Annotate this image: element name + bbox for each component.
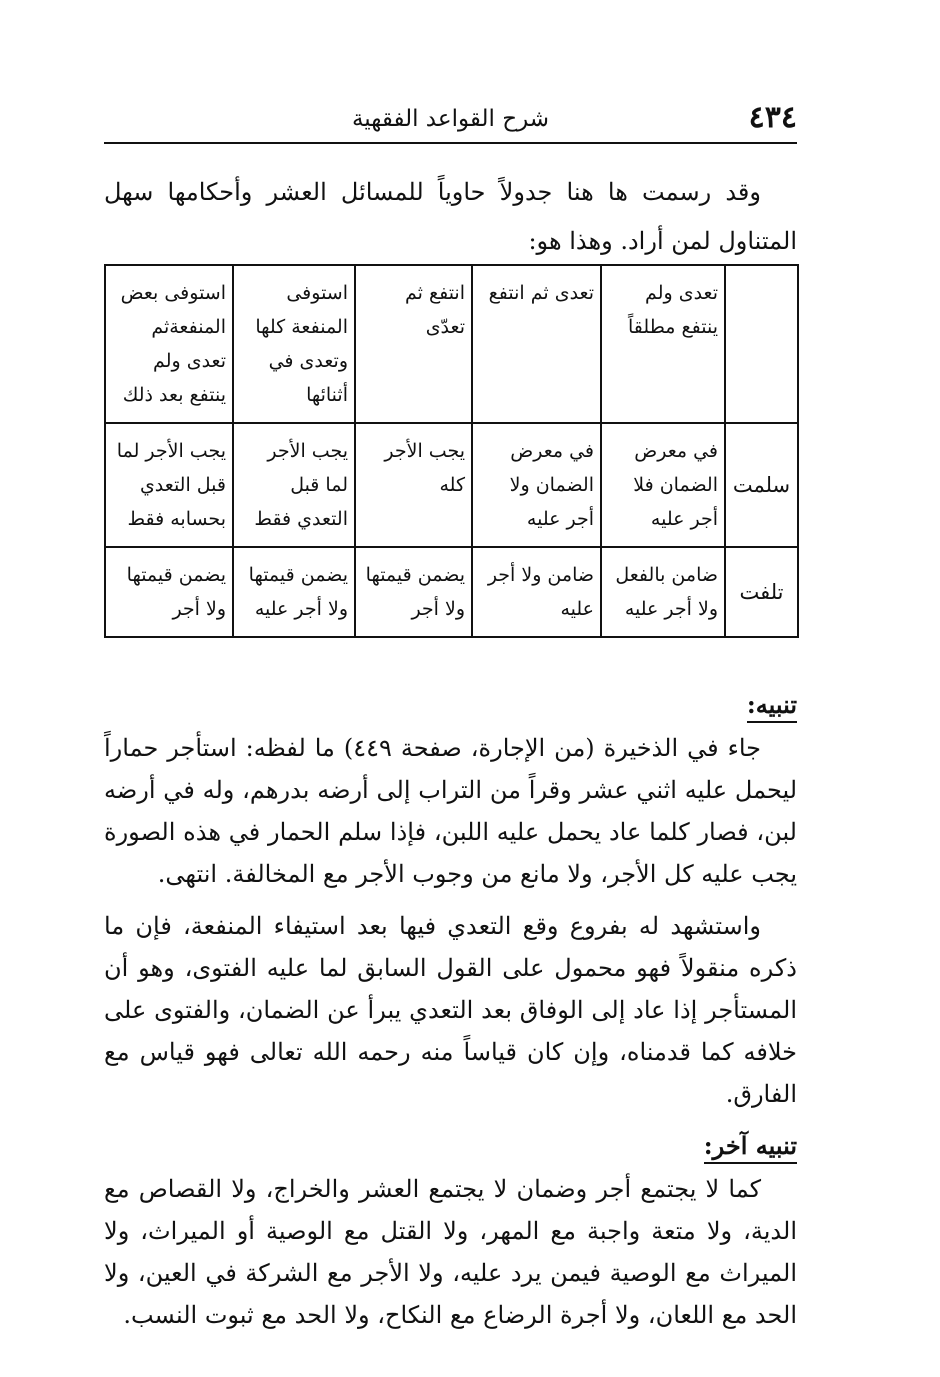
table-cell: في معرض الضمان ولا أجر عليه xyxy=(472,423,601,547)
table-cell: يجب الأجر كله xyxy=(355,423,472,547)
table-corner-cell xyxy=(725,265,798,423)
column-header: تعدى ثم انتفع xyxy=(472,265,601,423)
table-cell: يضمن قيمتها ولا أجر عليه xyxy=(233,547,355,637)
table-cell: يضمن قيمتها ولا أجر xyxy=(355,547,472,637)
second-note-paragraph: كما لا يجتمع أجر وضمان لا يجتمع العشر والخراج، ولا القصاص مع الدية، ولا متعة واجبة مع المهر، ولا القتل مع الوصية أو الميراث، ولا الميراث مع الوصية فيمن يرد عليه، ولا الأجر مع الشركة في العين، ولا الحد مع اللعان، ولا أجرة الرضاع مع النكاح، ولا الحد مع ثبوت النسب. xyxy=(104,1175,797,1329)
intro-paragraph xyxy=(104,168,797,266)
column-header: تعدى ولم ينتفع مطلقاً xyxy=(601,265,725,423)
column-header: استوفى بعض المنفعةثم تعدى ولم ينتفع بعد ذلك xyxy=(105,265,233,423)
table-cell: ضامن ولا أجر عليه xyxy=(472,547,601,637)
page-header xyxy=(104,98,797,144)
intro-text: وقد رسمت ها هنا جدولاً حاوياً للمسائل العشر وأحكامها سهل المتناول لمن أراد. وهذا هو: xyxy=(104,178,797,255)
column-header: انتفع ثم تعدّى xyxy=(355,265,472,423)
running-title: شرح القواعد الفقهية xyxy=(351,106,550,132)
table-cell: يجب الأجر لما قبل التعدي بحسابه فقط xyxy=(105,423,233,547)
note-paragraph: واستشهد له بفروع وقع التعدي فيها بعد استيفاء المنفعة، فإن ما ذكره منقولاً فهو محمول على القول السابق لما عليه الفتوى، وهو أن المستأجر إذا عاد إلى الوفاق بعد التعدي يبرأ عن الضمان، والفتوى على خلافه كما قدمناه، وإن كان قياساً منه رحمه الله تعالى فهو قياس مع الفارق. xyxy=(104,912,797,1108)
row-label: سلمت xyxy=(725,423,798,547)
table-row xyxy=(105,423,798,547)
column-header: استوفى المنفعة كلها وتعدى في أثنائها xyxy=(233,265,355,423)
note-heading: تنبيه: xyxy=(747,689,797,723)
second-note-heading: تنبيه آخر: xyxy=(704,1130,797,1164)
table-cell: يضمن قيمتها ولا أجر xyxy=(105,547,233,637)
row-label: تلفت xyxy=(725,547,798,637)
table-row xyxy=(105,547,798,637)
page-number: ٤٣٤ xyxy=(748,100,797,135)
table-header-row xyxy=(105,265,798,423)
table-cell: يجب الأجر لما قبل التعدي فقط xyxy=(233,423,355,547)
table-cell: ضامن بالفعل ولا أجر عليه xyxy=(601,547,725,637)
rulings-table xyxy=(104,264,799,638)
body-text xyxy=(104,684,797,1346)
note-paragraph: جاء في الذخيرة (من الإجارة، صفحة ٤٤٩) ما لفظه: استأجر حماراً ليحمل عليه اثني عشر وقراً من التراب إلى أرضه بدرهم، وله في أرضه لبن، فصار كلما عاد يحمل عليه اللبن، فإذا سلم الحمار في هذه الصورة يجب عليه كل الأجر، ولا مانع من وجوب الأجر مع المخالفة. انتهى. xyxy=(104,734,797,888)
table-cell: في معرض الضمان فلا أجر عليه xyxy=(601,423,725,547)
